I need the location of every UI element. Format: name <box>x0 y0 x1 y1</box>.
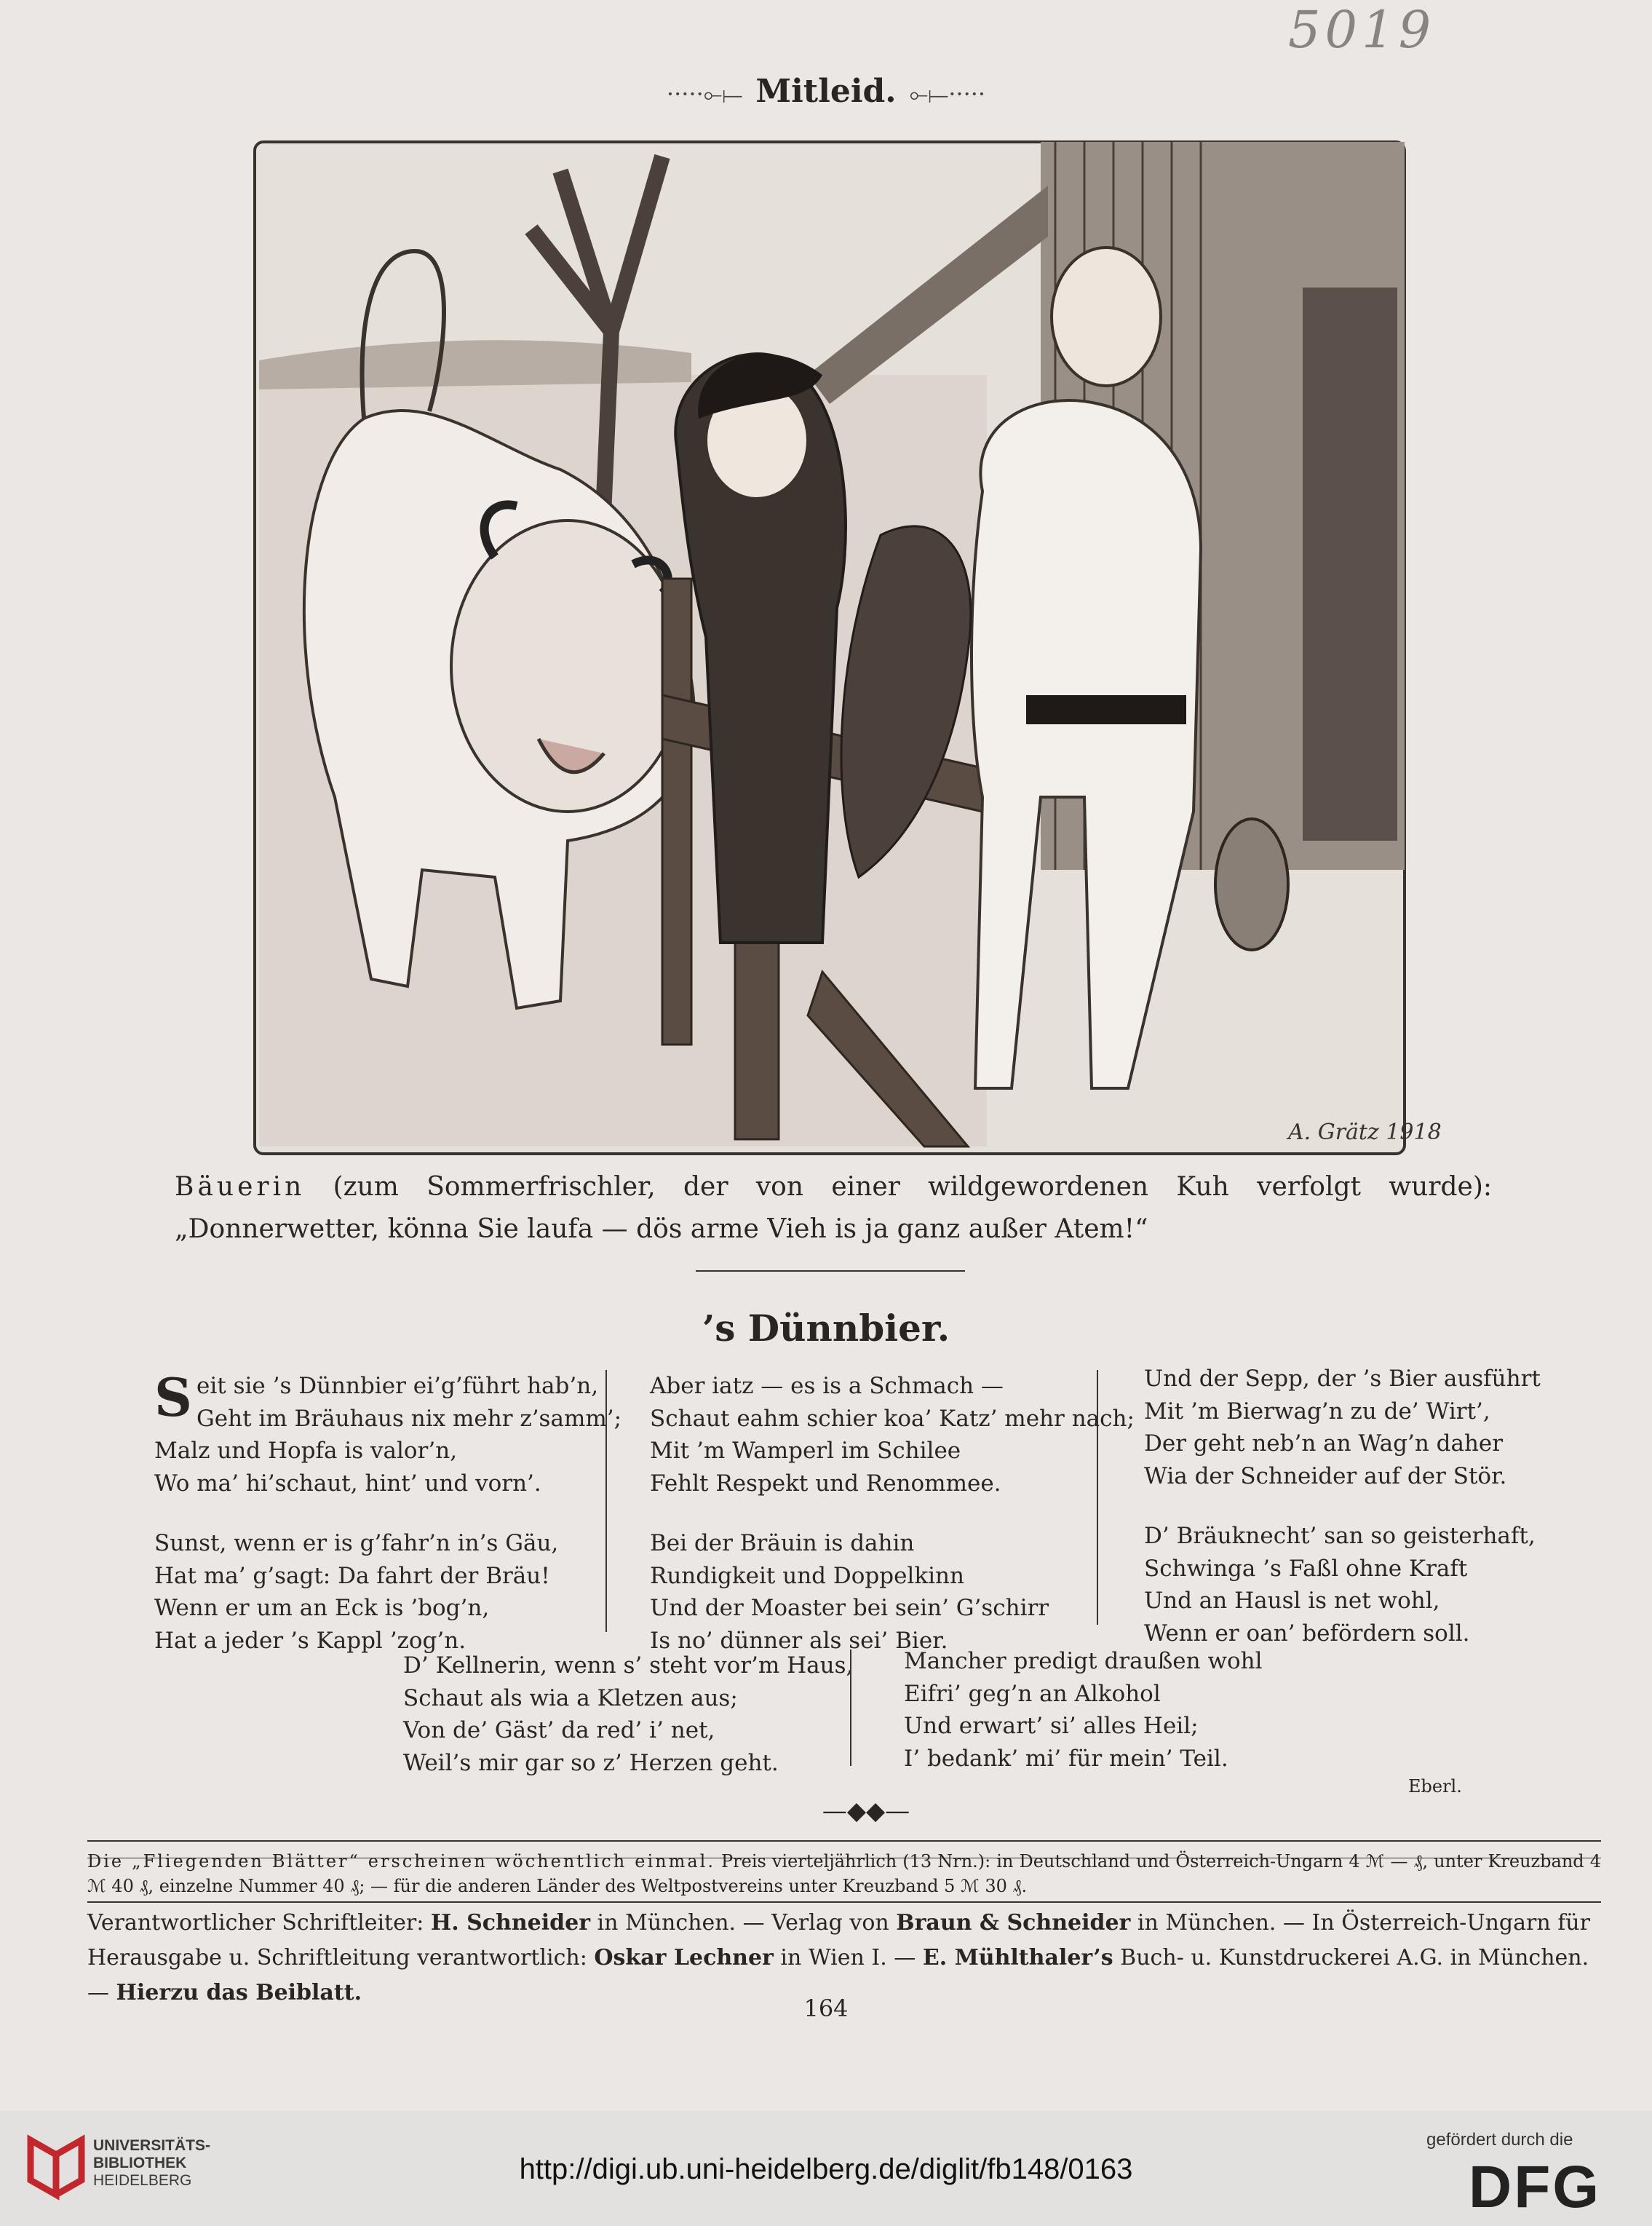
poem-line: Schaut eahm schier koa’ Katz’ mehr nach; <box>650 1405 1135 1432</box>
poem-line: Fehlt Respekt und Renommee. <box>650 1470 1001 1497</box>
poem-line: Bei der Bräuin is dahin <box>650 1530 915 1556</box>
permalink-url[interactable]: http://digi.ub.uni-heidelberg.de/diglit/fb148/0163 <box>519 2153 1133 2185</box>
poem-stanza <box>154 1366 622 1500</box>
poem-stanza <box>154 1527 579 1657</box>
poem-line: Hat a jeder ’s Kappl ’zog’n. <box>154 1627 466 1654</box>
institution-line: BIBLIOTHEK <box>93 2155 187 2171</box>
imprint-text: in Wien I. — <box>773 1945 923 1970</box>
poem-line: Von de’ Gäst’ da red’ i’ net, <box>403 1717 715 1743</box>
page-number: 164 <box>803 1995 849 2022</box>
drop-cap: S <box>154 1366 192 1428</box>
poem-line: Sunst, wenn er is g’fahr’n in’s Gäu, <box>154 1530 559 1556</box>
poem-line: Mancher predigt draußen wohl <box>904 1648 1263 1674</box>
poem-stanza <box>650 1370 1135 1500</box>
handwritten-note: 5019 <box>1288 0 1436 60</box>
institution-line: HEIDELBERG <box>93 2172 192 2189</box>
poem-stanza <box>650 1527 1135 1657</box>
cartoon-caption <box>175 1166 1492 1251</box>
poem-line: D’ Kellnerin, wenn s’ steht vor’m Haus, <box>403 1652 854 1679</box>
poem-line: Und an Hausl is net wohl, <box>1144 1588 1440 1614</box>
imprint-text: Verantwortlicher Schriftleiter: <box>87 1910 431 1936</box>
poem-column-1 <box>154 1366 622 1684</box>
poem-line: Und erwart’ si’ alles Heil; <box>904 1713 1199 1739</box>
poem-line: Mit ’m Bierwag’n zu de’ Wirt’, <box>1144 1398 1490 1425</box>
column-divider <box>1097 1370 1098 1625</box>
poem-line: Hat ma’ g’sagt: Da fahrt der Bräu! <box>154 1562 550 1589</box>
poem-stanza <box>1144 1520 1541 1649</box>
poem-line: Malz und Hopfa is valor’n, <box>154 1438 458 1464</box>
cartoon-drawing <box>255 142 1442 1154</box>
footer-rule-top <box>87 1840 1601 1842</box>
digitization-footer <box>0 2111 1652 2226</box>
title-ornament-left: ·····⟜⟝ <box>666 80 743 108</box>
poem-line: Wo ma’ hi’schaut, hint’ und vorn’. <box>154 1470 541 1497</box>
poem-column-4 <box>403 1649 853 1779</box>
poem-line: Und der Moaster bei sein’ G’schirr <box>650 1595 1049 1621</box>
imprint-name: H. Schneider <box>430 1910 590 1936</box>
poem-title: ’s Dünnbier. <box>702 1307 950 1350</box>
poem-author: Eberl. <box>1408 1776 1462 1797</box>
poem-line: Mit ’m Wamperl im Schilee <box>650 1438 961 1464</box>
caption-speaker: Bäuerin <box>175 1172 306 1202</box>
poem-line: Is no’ dünner als sei’ Bier. <box>650 1627 948 1654</box>
imprint-text: in München. — In Österreich-Ungarn für Herausgabe u. Schriftleitung verantwortlich: <box>87 1910 1590 1970</box>
poem-line: Wia der Schneider auf der Stör. <box>1144 1462 1507 1489</box>
poem-line: Aber iatz — es is a Schmach — <box>650 1373 1004 1399</box>
poem-line: Eifri’ geg’n an Alkohol <box>904 1680 1161 1707</box>
title-ornament-right: ⟜⟝····· <box>909 80 986 108</box>
artist-signature: A. Grätz 1918 <box>1288 1120 1442 1145</box>
imprint-name: Oskar Lechner <box>594 1945 774 1970</box>
poem-line: eit sie ’s Dünnbier ei’g’führt hab’n, <box>196 1373 599 1399</box>
end-ornament: —◆◆— <box>822 1797 910 1826</box>
footer-rule-middle <box>87 1901 1601 1903</box>
poem-line: I’ bedank’ mi’ für mein’ Teil. <box>904 1745 1228 1772</box>
imprint-text: Buch- u. Kunstdruckerei A.G. in München. — <box>87 1945 1589 2005</box>
dfg-logo: DFG <box>1469 2154 1602 2220</box>
poem-line: D’ Bräuknecht’ san so geisterhaft, <box>1144 1523 1536 1549</box>
imprint-name: Hierzu das Beiblatt. <box>116 1980 362 2005</box>
poem-line: Wenn er oan’ befördern soll. <box>1144 1620 1470 1647</box>
poem-line: Schwinga ’s Faßl ohne Kraft <box>1144 1555 1468 1582</box>
poem-column-3 <box>1144 1363 1541 1677</box>
imprint-name: Braun & Schneider <box>896 1910 1131 1936</box>
imprint-text: in München. — Verlag von <box>590 1910 897 1936</box>
subscription-notice <box>87 1849 1601 1898</box>
poem-line: Der geht neb’n an Wag’n daher <box>1144 1430 1504 1457</box>
subscription-lead: Die „Fliegenden Blätter“ erscheinen wöchentlich einmal. <box>87 1851 715 1871</box>
column-divider <box>850 1649 851 1766</box>
cartoon-illustration <box>255 142 1442 1154</box>
poem-line: Weil’s mir gar so z’ Herzen geht. <box>403 1749 779 1776</box>
poem-line: Rundigkeit und Doppelkinn <box>650 1562 964 1589</box>
poem-line: Wenn er um an Eck is ’bog’n, <box>154 1595 490 1621</box>
poem-line: Und der Sepp, der ’s Bier ausführt <box>1144 1366 1541 1392</box>
column-divider <box>605 1370 607 1632</box>
poem-column-5 <box>904 1645 1263 1775</box>
poem-line: Schaut als wia a Kletzen aus; <box>403 1684 738 1711</box>
poem-line: Geht im Bräuhaus nix mehr z’samm’; <box>196 1405 622 1432</box>
institution-line: UNIVERSITÄTS- <box>93 2137 211 2154</box>
poem-stanza <box>1144 1363 1541 1492</box>
section-divider <box>696 1270 965 1272</box>
imprint-name: E. Mühlthaler’s <box>922 1945 1113 1970</box>
page-title <box>0 73 1652 110</box>
caption-text: (zum Sommerfrischler, der von einer wildgewordenen Kuh verfolgt wurde): „Donnerwetter, könna Sie laufa — dös arme Vieh is ja ganz außer Atem!“ <box>175 1172 1492 1244</box>
title-text: Mitleid. <box>755 73 897 110</box>
poem-column-2 <box>650 1370 1135 1684</box>
subscription-prices: Preis vierteljährlich (13 Nrn.): in Deutschland und Österreich-Ungarn 4 ℳ — ₰, unter Kreuzband 4 ℳ 40 ₰, einzelne Nummer 40 ₰; — für die anderen Länder des Weltpostvereins unter Kreuzband 5 ℳ 30 ₰. <box>87 1851 1601 1896</box>
funded-by-label: gefördert durch die <box>1426 2130 1573 2150</box>
